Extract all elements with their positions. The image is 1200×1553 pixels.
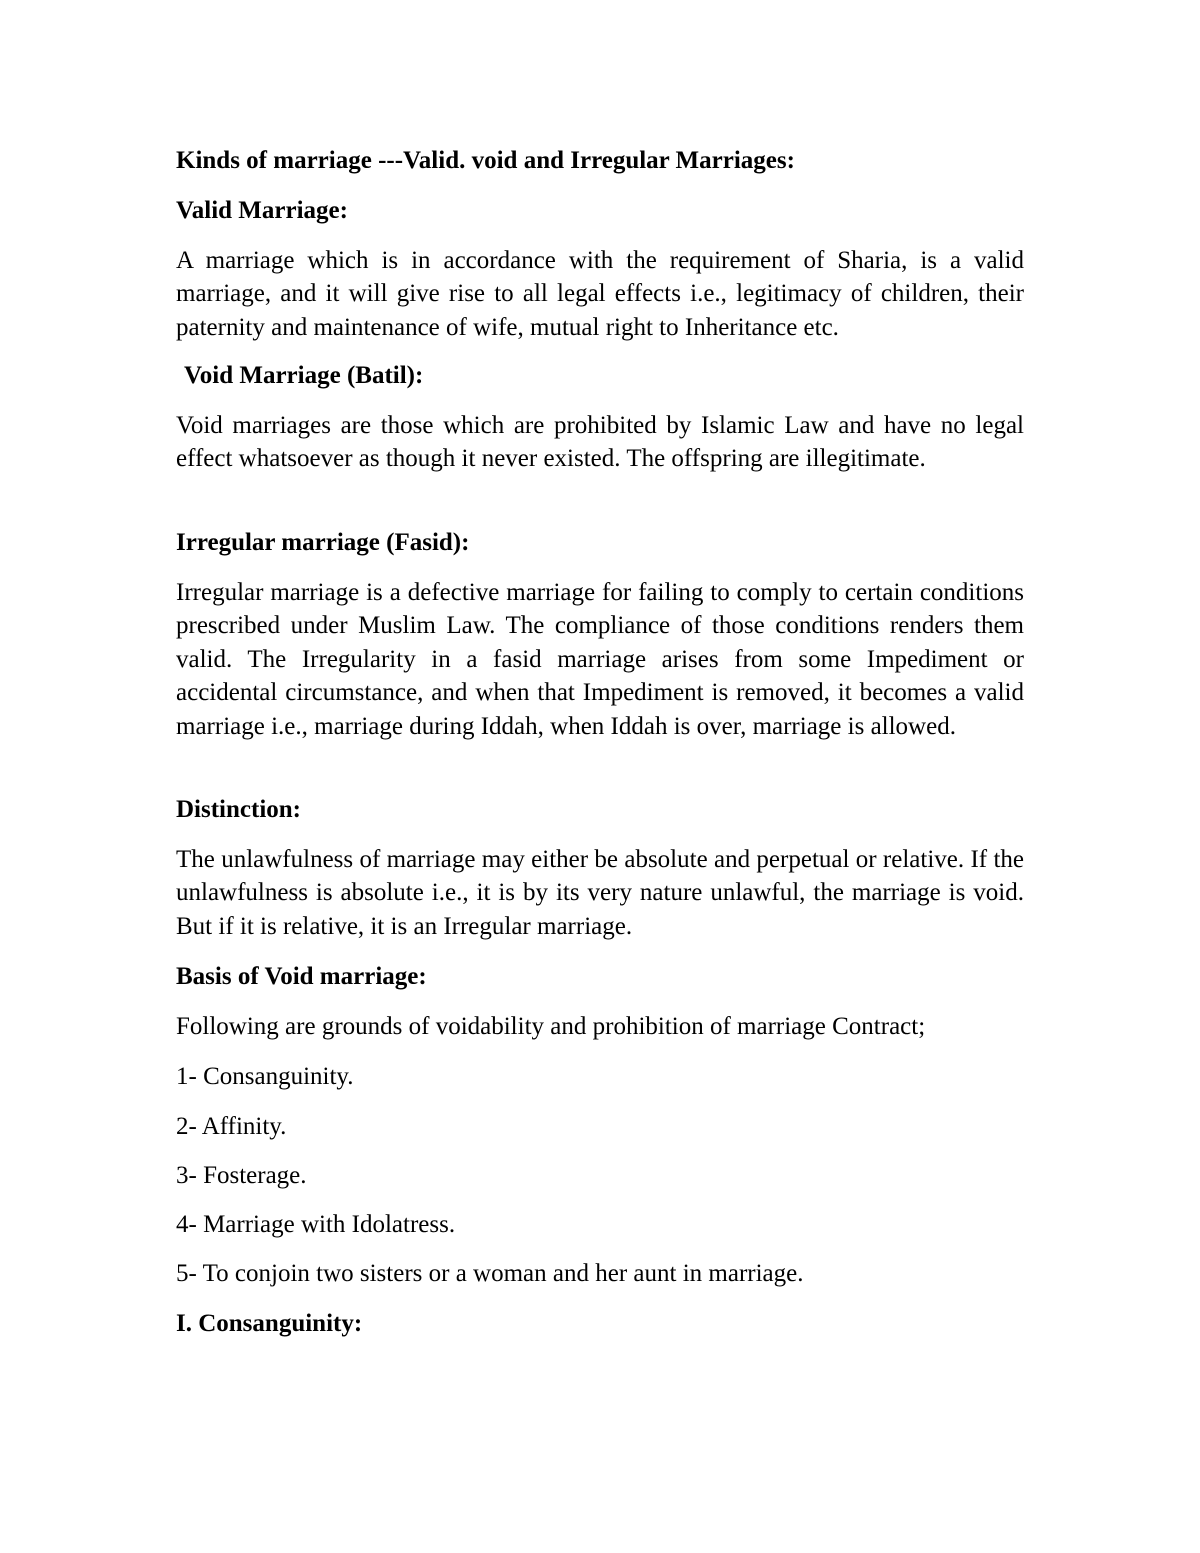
list-item: 5- To conjoin two sisters or a woman and her aunt in marriage. [176,1260,804,1287]
void-marriage-heading: Void Marriage (Batil): [184,362,424,389]
list-item: 1- Consanguinity. [176,1063,354,1090]
irregular-marriage-paragraph: Irregular marriage is a defective marriage for failing to comply to certain conditions prescribed under Muslim Law. The compliance of those conditions renders them valid. The Irregularity in a fasid marriage arises from some Impediment or accidental circumstance, and when that Impediment is removed, it becomes a valid marriage i.e., marriage during Iddah, when Iddah is over, marriage is allowed. [176,579,1024,740]
void-marriage-paragraph: Void marriages are those which are prohibited by Islamic Law and have no legal effect whatsoever as though it never existed. The offspring are illegitimate. [176,412,1024,473]
irregular-marriage-heading: Irregular marriage (Fasid): [176,529,470,556]
basis-of-void-marriage-heading: Basis of Void marriage: [176,963,427,990]
distinction-heading: Distinction: [176,796,301,823]
valid-marriage-heading: Valid Marriage: [176,197,348,224]
valid-marriage-paragraph: A marriage which is in accordance with the requirement of Sharia, is a valid marriage, and it will give rise to all legal effects i.e., legitimacy of children, their paternity and maintenance of wife, mutual right to Inheritance etc. [176,247,1024,341]
basis-intro: Following are grounds of voidability and prohibition of marriage Contract; [176,1013,926,1040]
document-title: Kinds of marriage ---Valid. void and Irregular Marriages: [176,147,795,174]
list-item: 3- Fosterage. [176,1162,307,1189]
list-item: 4- Marriage with Idolatress. [176,1211,456,1238]
list-item: 2- Affinity. [176,1113,287,1140]
consanguinity-heading: I. Consanguinity: [176,1310,363,1337]
distinction-paragraph: The unlawfulness of marriage may either be absolute and perpetual or relative. If the unlawfulness is absolute i.e., it is by its very nature unlawful, the marriage is void. But if it is relative, it is an Irregular marriage. [176,846,1024,940]
